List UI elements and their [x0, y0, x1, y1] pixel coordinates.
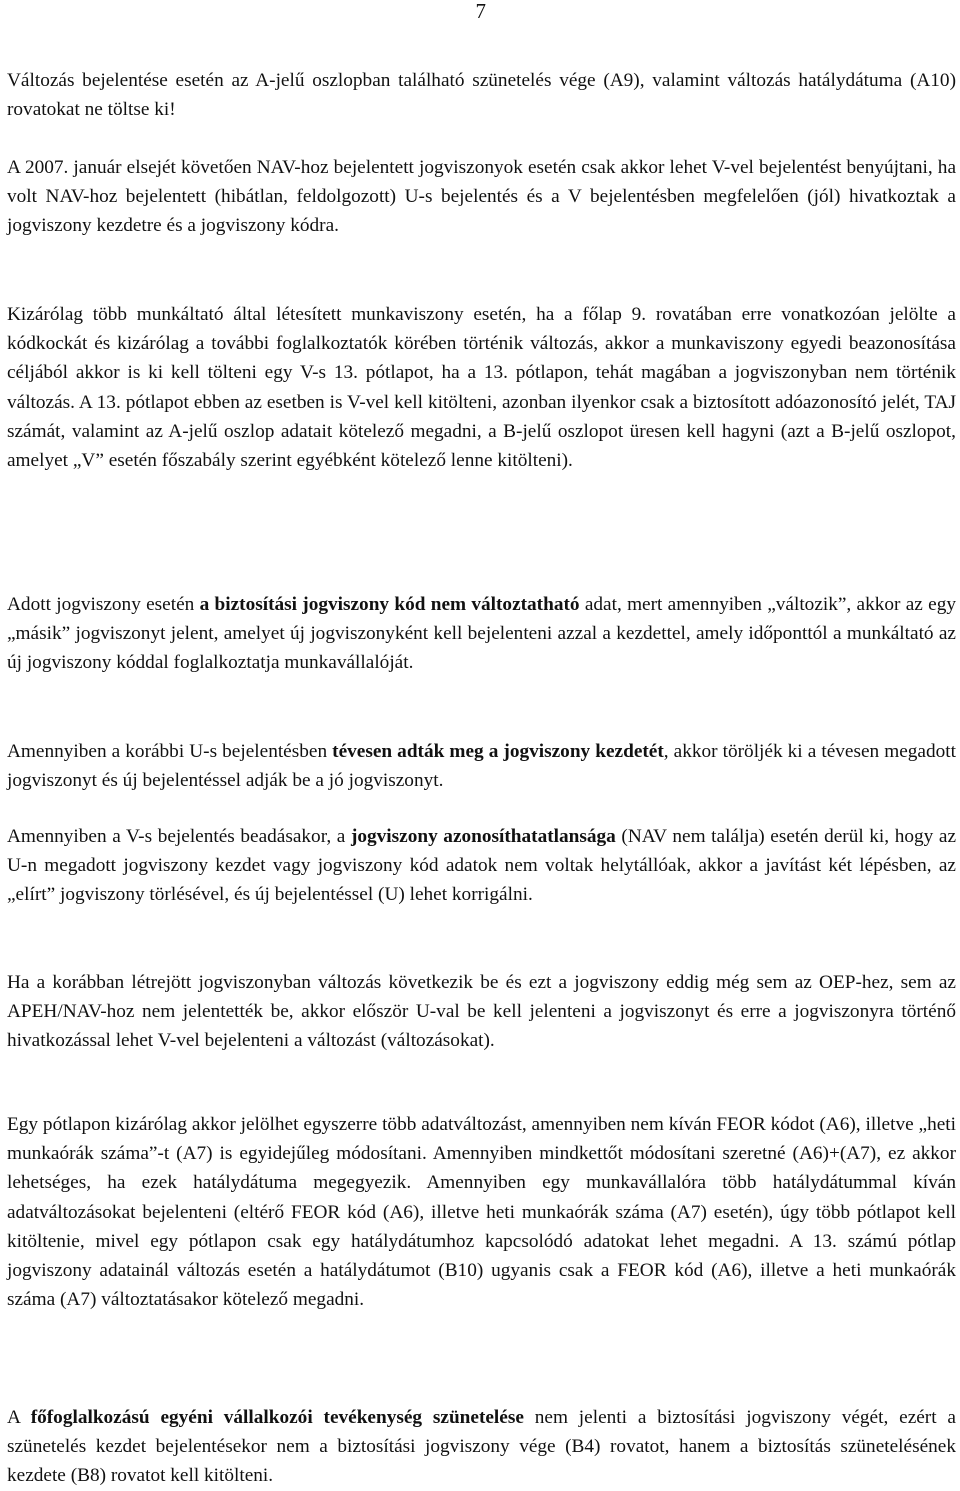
text-run: A — [7, 1407, 31, 1428]
bold-text-run: főfoglalkozású egyéni vállalkozói tevékenység szünetelése — [30, 1407, 524, 1428]
text-run: nem jelenti a biztosítási jogviszony végét, ezért a szünetelés kezdet bejelentésekor nem a biztosítási jogviszony vége (B4) rovatot, hanem a biztosítás szünetelésének kezdete (B8) rovatot kell kitölteni. — [7, 1407, 956, 1487]
page-number: 7 — [475, 0, 486, 23]
paragraph — [7, 66, 956, 124]
text-run: Egy pótlapon kizárólag akkor jelölhet egyszerre több adatváltozást, amennyiben nem kíván FEOR kódot (A6), illetve „heti munkaórák száma”-t (A7) is egyidejűleg módosítani. Amennyiben mindkettőt módosítani szeretné (A6)+(A7), ez akkor lehetséges, ha ezek hatálydátuma megegyezik. Amennyiben egy munkavállalóra több hatálydátummal kíván adatváltozásokat bejelenteni (eltérő FEOR kód (A6), illetve heti munkaórák száma (A7) esetén), úgy több pótlapot kell kitöltenie, mivel egy pótlapon csak egy hatálydátumhoz kapcsolódó adatokat lehet megadni. A 13. számú pótlap jogviszony adatainál változás esetén a hatálydátumot (B10) ugyanis csak a FEOR kód (A6), illetve a heti munkaórák száma (A7) változtatásakor kötelező megadni. — [7, 1114, 956, 1311]
paragraph — [7, 1403, 956, 1491]
paragraph — [7, 590, 956, 678]
text-run: Kizárólag több munkáltató által létesített munkaviszony esetén, ha a főlap 9. rovatában erre vonatkozóan jelölte a kódkockát és kizárólag a további foglalkoztatók körében történik változás, akkor a munkaviszony egyedi beazonosítása céljából akkor is ki kell tölteni egy V-s 13. pótlapot, ha a 13. pótlapon, tehát magában a jogviszonyban nem történik változás. A 13. pótlapot ebben az esetben is V-vel kell kitölteni, azonban ilyenkor csak a biztosított adóazonosító jelét, TAJ számát, valamint az A-jelű oszlop adatait kötelező megadni, a B-jelű oszlopot üresen kell hagyni (azt a B-jelű oszlopot, amelyet „V” esetén főszabály szerint egyébként kötelező lenne kitölteni). — [7, 304, 956, 472]
paragraph — [7, 968, 956, 1056]
text-run: Adott jogviszony esetén — [7, 594, 200, 615]
bold-text-run: tévesen adták meg a jogviszony kezdetét — [332, 741, 664, 762]
text-run: Amennyiben a V-s bejelentés beadásakor, a — [7, 826, 351, 847]
text-run: , akkor töröljék ki a tévesen megadott jogviszonyt és új bejelentéssel adják be a jó jogviszonyt. — [7, 741, 956, 792]
text-run: (NAV nem találja) esetén derül ki, hogy az U-n megadott jogviszony kezdet vagy jogviszony kód adatok nem voltak helytállóak, akkor a javítást két lépésben, az „elírt” jogviszony törlésével, és új bejelentéssel (U) lehet korrigálni. — [7, 826, 956, 906]
paragraph — [7, 300, 956, 475]
paragraph — [7, 822, 956, 910]
paragraph — [7, 1110, 956, 1314]
text-run: Amennyiben a korábbi U-s bejelentésben — [7, 741, 333, 762]
text-run: A 2007. január elsejét követően NAV-hoz bejelentett jogviszonyok esetén csak akkor lehet V-vel bejelentést benyújtani, ha volt NAV-hoz bejelentett (hibátlan, feldolgozott) U-s bejelentés és a V bejelentésben megfelelően (jól) hivatkoztak a jogviszony kezdetre és a jogviszony kódra. — [7, 157, 956, 237]
paragraph — [7, 153, 956, 241]
bold-text-run: a biztosítási jogviszony kód nem változtatható — [199, 594, 580, 615]
bold-text-run: jogviszony azonosíthatatlansága — [350, 826, 616, 847]
text-run: Változás bejelentése esetén az A-jelű oszlopban található szünetelés vége (A9), valamint változás hatálydátuma (A10) rovatokat ne töltse ki! — [7, 70, 956, 121]
text-run: Ha a korábban létrejött jogviszonyban változás következik be és ezt a jogviszony eddig még sem az OEP-hez, sem az APEH/NAV-hoz nem jelentették be, akkor először U-val be kell jelenteni a jogviszonyt és erre a jogviszonyra történő hivatkozással lehet V-vel bejelenteni a változást (változásokat). — [7, 972, 956, 1052]
text-run: adat, mert amennyiben „változik”, akkor az egy „másik” jogviszonyt jelent, amelyet új jogviszonyként kell bejelenteni azzal a kezdettel, amely időponttól a munkáltató az új jogviszony kóddal foglalkoztatja munkavállalóját. — [7, 594, 956, 674]
paragraph — [7, 737, 956, 795]
